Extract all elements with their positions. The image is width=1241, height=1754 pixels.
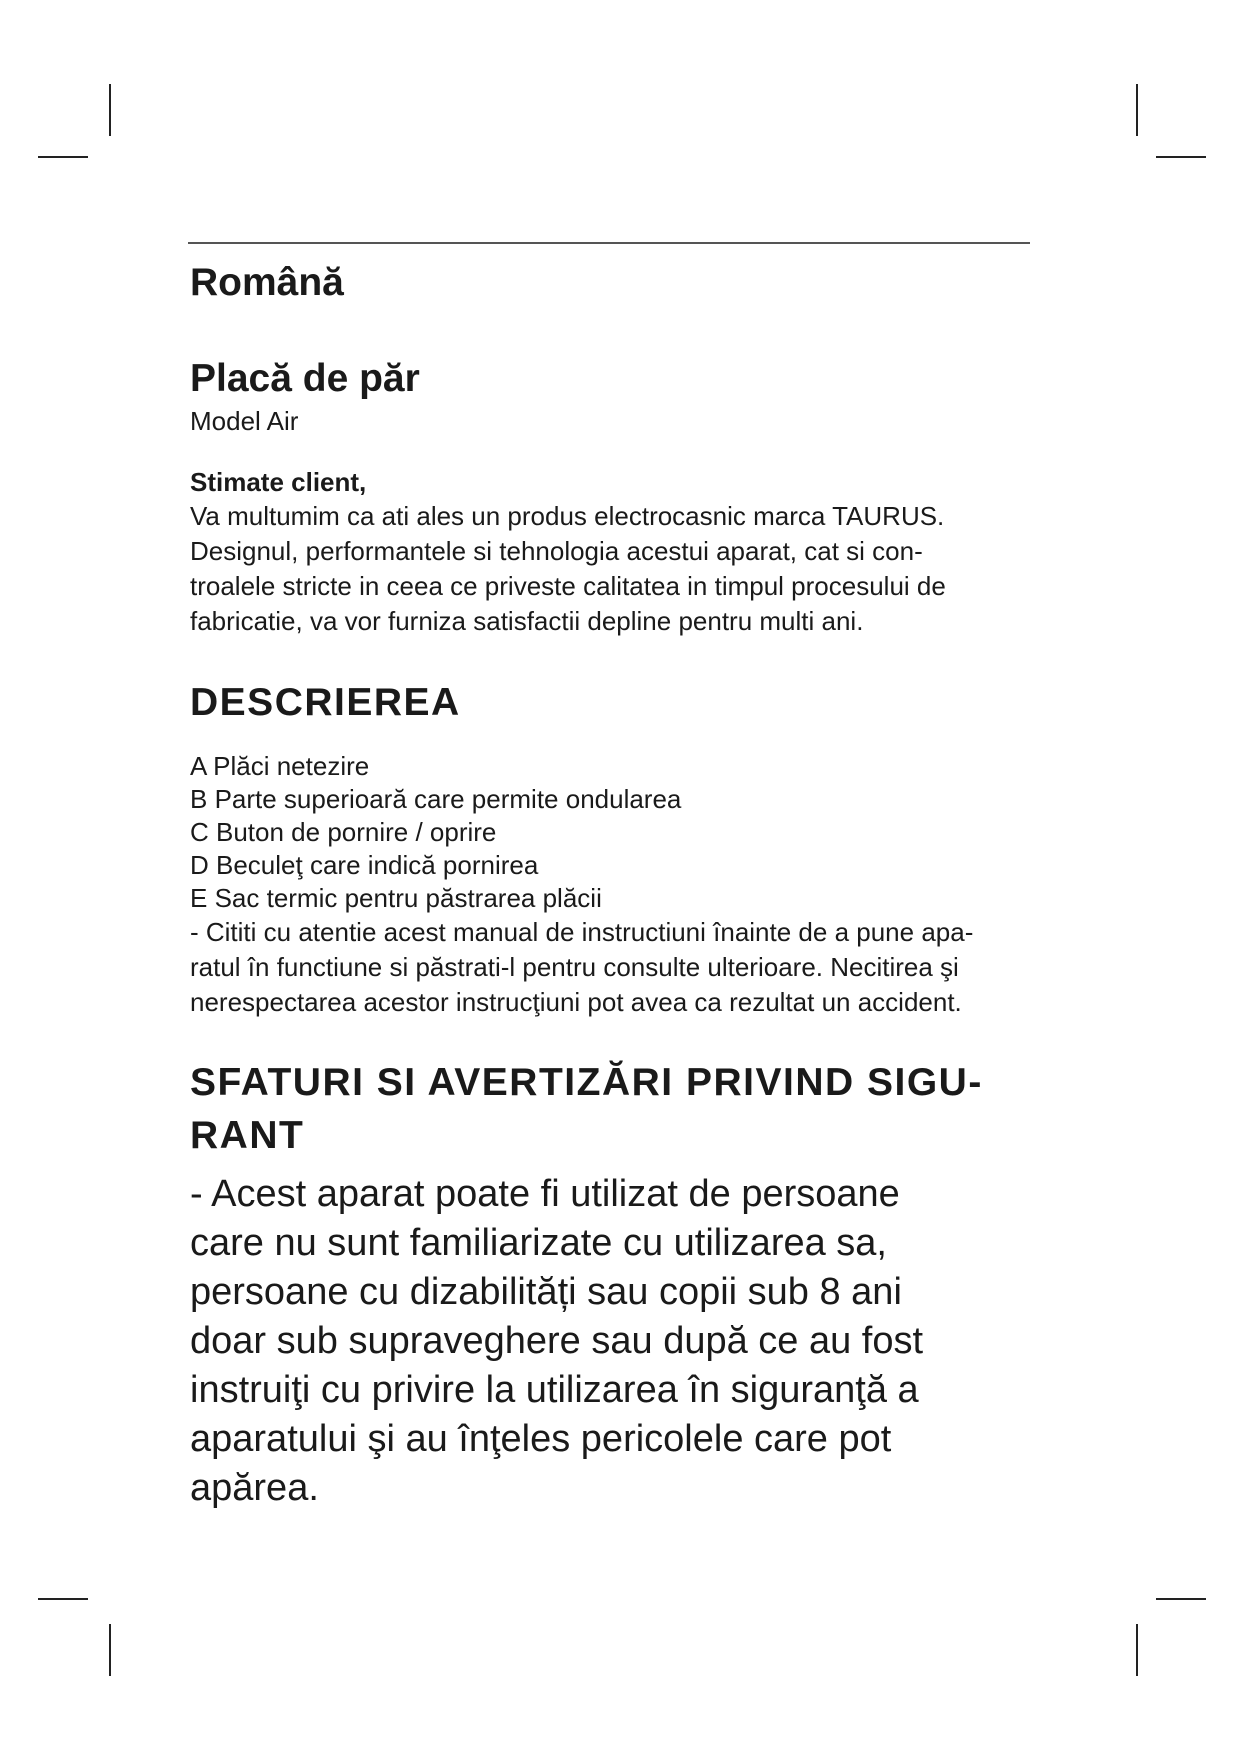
- list-item: B Parte superioară care permite ondularea: [190, 784, 682, 814]
- safety-heading-line: SFATURI SI AVERTIZĂRI PRIVIND SIGU-: [190, 1061, 983, 1104]
- manual-note: [190, 915, 1030, 1020]
- crop-mark-top-left-vertical: [109, 84, 111, 136]
- list-item: A Plăci netezire: [190, 751, 370, 781]
- intro-line: Designul, performantele si tehnologia acestui aparat, cat si con-: [190, 536, 923, 566]
- intro-line: troalele stricte in ceea ce priveste calitatea in timpul procesului de: [190, 571, 946, 601]
- crop-mark-bottom-left-horizontal: [38, 1598, 88, 1600]
- crop-mark-top-right-horizontal: [1156, 156, 1206, 158]
- page-content: [190, 258, 1030, 1513]
- crop-mark-top-left-horizontal: [38, 156, 88, 158]
- list-item: E Sac termic pentru păstrarea plăcii: [190, 883, 602, 913]
- safety-line: apărea.: [190, 1467, 319, 1509]
- crop-mark-bottom-left-vertical: [109, 1624, 111, 1676]
- safety-line: - Acest aparat poate fi utilizat de persoane: [190, 1173, 900, 1215]
- crop-mark-bottom-right-horizontal: [1156, 1598, 1206, 1600]
- note-line: ratul în functiune si păstrati-l pentru consulte ulterioare. Necitirea şi: [190, 952, 959, 982]
- language-heading: Română: [190, 261, 344, 304]
- product-title: Placă de păr: [190, 357, 420, 400]
- crop-mark-bottom-right-vertical: [1136, 1624, 1138, 1676]
- safety-heading-line: RANT: [190, 1114, 305, 1157]
- safety-line: doar sub supraveghere sau după ce au fost: [190, 1320, 924, 1362]
- note-line: nerespectarea acestor instrucţiuni pot avea ca rezultat un accident.: [190, 987, 962, 1017]
- safety-paragraph: [190, 1170, 1030, 1513]
- parts-list: [190, 750, 1030, 915]
- intro-line: Va multumim ca ati ales un produs electrocasnic marca TAURUS.: [190, 501, 945, 531]
- safety-line: persoane cu dizabilități sau copii sub 8 ani: [190, 1271, 902, 1313]
- intro-paragraph: [190, 499, 1030, 639]
- note-line: - Cititi cu atentie acest manual de instructiuni înainte de a pune apa-: [190, 917, 974, 947]
- safety-heading: [190, 1056, 1030, 1162]
- crop-mark-top-right-vertical: [1136, 84, 1138, 136]
- safety-line: care nu sunt familiarizate cu utilizarea sa,: [190, 1222, 887, 1264]
- top-divider: [188, 242, 1030, 244]
- list-item: C Buton de pornire / oprire: [190, 817, 497, 847]
- description-heading: DESCRIEREA: [190, 681, 461, 724]
- safety-line: instruiţi cu privire la utilizarea în siguranţă a: [190, 1369, 919, 1411]
- model-name: Model Air: [190, 406, 299, 436]
- list-item: D Beculeţ care indică pornirea: [190, 850, 539, 880]
- greeting: Stimate client,: [190, 467, 367, 497]
- intro-line: fabricatie, va vor furniza satisfactii depline pentru multi ani.: [190, 606, 864, 636]
- safety-line: aparatului şi au înţeles pericolele care pot: [190, 1418, 892, 1460]
